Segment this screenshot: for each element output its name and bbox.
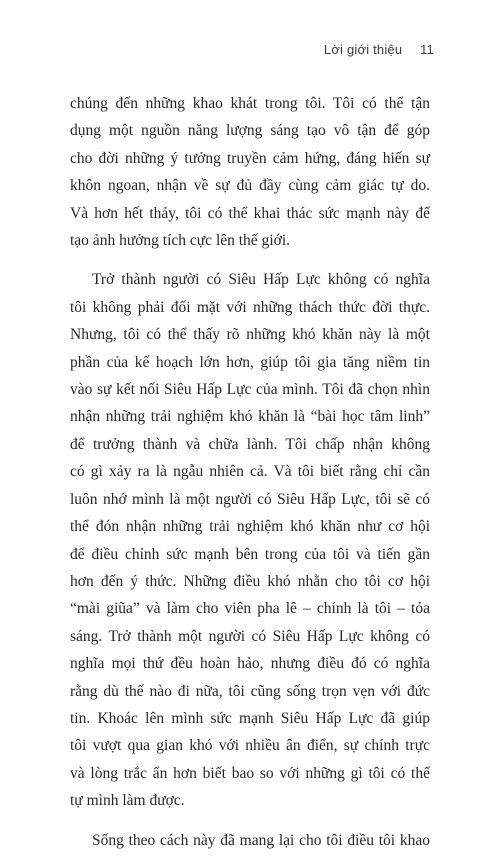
text-line: cho đời những ý tưởng truyền cảm hứng, đáng hiến sự xyxy=(70,149,430,167)
text-line: Sống theo cách này đã mang lại cho tôi điều tôi khao xyxy=(92,831,430,849)
text-line: Và hơn hết thảy, tôi có thể khai thác sức mạnh này để xyxy=(70,204,430,222)
text-line: khôn ngoan, nhận về sự đủ đầy cùng cảm giác tự do. xyxy=(70,177,430,195)
text-line: hơn đến ý thức. Những điều khó nhằn cho tôi cơ hội xyxy=(70,572,430,590)
text-line: để trưởng thành và chữa lành. Tôi chấp nhận không xyxy=(70,435,430,453)
text-line: sáng. Trở thành một người có Siêu Hấp Lực không có xyxy=(70,627,430,645)
text-line: luôn nhớ mình là một người có Siêu Hấp Lực, tôi sẽ có xyxy=(70,490,430,508)
running-header xyxy=(324,42,434,57)
section-title: Lời giới thiệu xyxy=(323,42,403,57)
page-number: 11 xyxy=(420,42,434,57)
text-line: chúng đến những khao khát trong tôi. Tôi có thể tận xyxy=(70,95,430,112)
text-line: thể đón nhận những trải nghiệm khó khăn như cơ hội xyxy=(70,518,430,536)
text-line: Trở thành người có Siêu Hấp Lực không có nghĩa xyxy=(92,271,430,289)
text-line: nhận những trải nghiệm khó khăn là “bài học tâm linh” xyxy=(70,408,430,426)
text-line: tôi vượt qua gian khó với nhiều ân điển, sự chính trực xyxy=(70,737,430,755)
text-line: vào sự kết nối Siêu Hấp Lực của mình. Tôi đã chọn nhìn xyxy=(70,381,430,399)
text-line: tự mình làm được. xyxy=(70,792,185,810)
body-text xyxy=(70,90,430,866)
text-line: có gì xảy ra là ngẫu nhiên cả. Và tôi biết rằng chỉ cần xyxy=(70,463,430,481)
text-line: tin. Khoác lên mình sức mạnh Siêu Hấp Lực đã giúp xyxy=(70,709,430,727)
text-line: phần của kế hoạch lớn hơn, giúp tôi gia tăng niềm tin xyxy=(70,353,430,371)
text-line: “mài giũa” và làm cho viên pha lê – chính là tôi – tỏa xyxy=(70,600,430,618)
text-line: Nhưng, tôi có thể thấy rõ những khó khăn này là một xyxy=(70,326,430,344)
text-line: rằng dù thế nào đi nữa, tôi cũng sống trọn vẹn với đức xyxy=(70,682,430,700)
text-line: dụng một nguồn năng lượng sáng tạo vô tận để góp xyxy=(70,122,430,140)
text-line: và lòng trắc ẩn hơn biết bao so với những gì tôi có thể xyxy=(70,764,430,782)
text-line: tạo ảnh hưởng tích cực lên thế giới. xyxy=(70,232,290,250)
paragraph xyxy=(70,827,430,854)
paragraph xyxy=(70,266,430,814)
text-line: tôi không phải đối mặt với những thách thức đời thực. xyxy=(70,298,430,316)
paragraph xyxy=(70,90,430,254)
text-line: nghĩa mọi thứ đều hoàn hảo, nhưng điều đó có nghĩa xyxy=(70,655,430,673)
text-line: để điều chỉnh sức mạnh bên trong của tôi và tiến gần xyxy=(70,545,430,563)
